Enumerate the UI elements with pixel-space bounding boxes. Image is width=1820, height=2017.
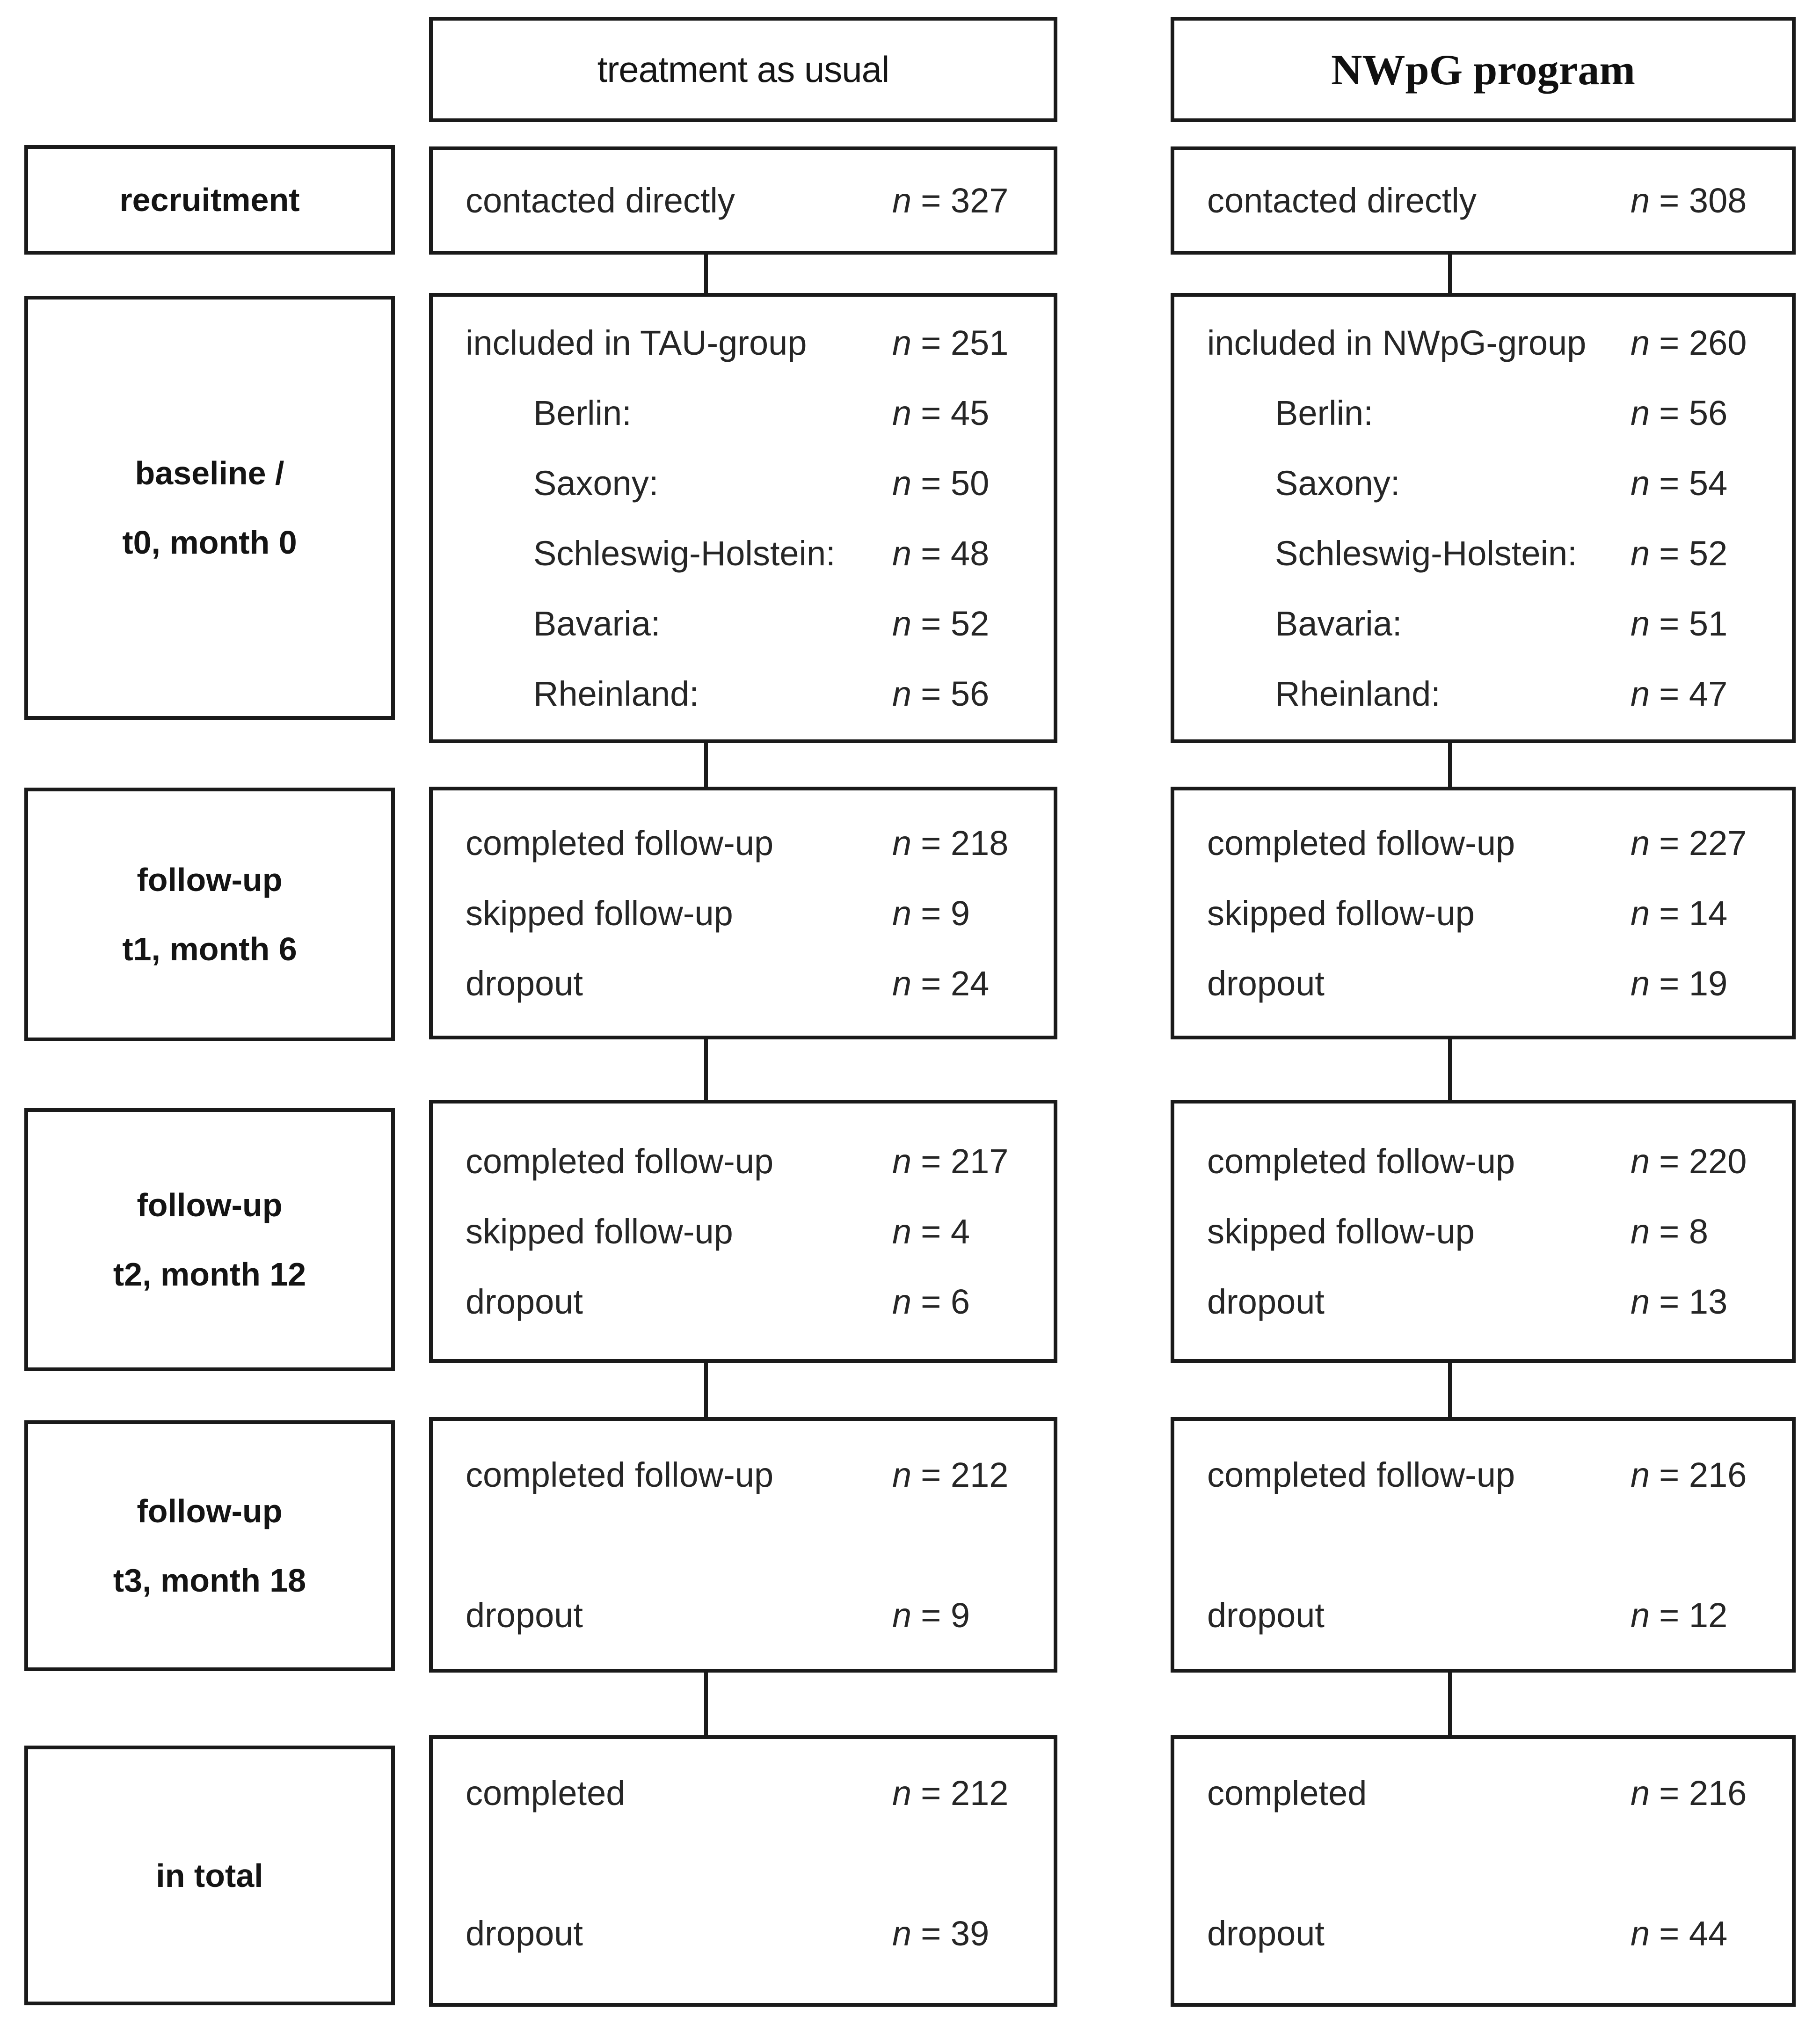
stat-row — [1207, 166, 1771, 236]
stat-n-number: = 24 — [921, 964, 990, 1003]
stage-label-line: t2, month 12 — [113, 1256, 306, 1293]
stat-row — [1207, 658, 1771, 729]
stat-n-number: = 13 — [1659, 1282, 1728, 1321]
stat-n-number: = 44 — [1659, 1914, 1728, 1953]
n-symbol: n — [1631, 604, 1650, 643]
stat-label: dropout — [1207, 1595, 1325, 1635]
n-symbol: n — [1631, 823, 1650, 862]
stat-n-number: = 216 — [1659, 1455, 1747, 1494]
stat-n-number: = 47 — [1659, 674, 1728, 713]
n-symbol: n — [892, 1455, 912, 1494]
stat-row — [1207, 378, 1771, 448]
n-symbol: n — [892, 323, 912, 362]
n-symbol: n — [1631, 1455, 1650, 1494]
n-symbol: n — [892, 604, 912, 643]
stat-n — [1631, 1595, 1771, 1635]
stat-row — [1207, 878, 1771, 948]
stat-row — [1207, 448, 1771, 518]
stat-label: completed follow-up — [466, 823, 774, 862]
connector-line — [704, 1361, 708, 1419]
stat-label: skipped follow-up — [1207, 893, 1475, 933]
stat-n-number: = 12 — [1659, 1595, 1728, 1635]
tau-total-box — [429, 1735, 1057, 2007]
stat-label: dropout — [466, 964, 583, 1003]
n-symbol: n — [1631, 1595, 1650, 1635]
n-symbol: n — [892, 823, 912, 862]
n-symbol: n — [1631, 1141, 1650, 1181]
connector-line — [704, 1038, 708, 1102]
stat-n-number: = 51 — [1659, 604, 1728, 643]
n-symbol: n — [892, 1595, 912, 1635]
stat-label: Rheinland: — [533, 674, 699, 713]
n-symbol: n — [1631, 1282, 1650, 1321]
stat-row — [1207, 1758, 1771, 1828]
stat-n-number: = 212 — [921, 1773, 1009, 1812]
n-symbol: n — [892, 893, 912, 933]
n-symbol: n — [1631, 463, 1650, 503]
stage-label-total — [24, 1746, 395, 2005]
stat-n — [892, 823, 1033, 863]
tau-t3-box — [429, 1417, 1057, 1673]
stat-label: Bavaria: — [1275, 604, 1402, 643]
stat-n — [1631, 674, 1771, 714]
stat-row — [466, 1758, 1033, 1828]
stat-n-number: = 14 — [1659, 893, 1728, 933]
stat-n-number: = 220 — [1659, 1141, 1747, 1181]
stage-label-baseline — [24, 296, 395, 720]
nwpg-t3-box — [1171, 1417, 1796, 1673]
stage-label-line: follow-up — [137, 1493, 283, 1529]
nwpg-baseline-box — [1171, 293, 1796, 743]
nwpg-recruitment-box — [1171, 146, 1796, 255]
stat-row — [466, 1126, 1033, 1196]
n-symbol: n — [1631, 393, 1650, 432]
stat-row — [466, 448, 1033, 518]
stat-row — [1207, 1898, 1771, 1968]
stat-label: Saxony: — [533, 463, 659, 503]
stat-label: Berlin: — [1275, 393, 1373, 432]
n-symbol: n — [892, 393, 912, 432]
nwpg-t2-box — [1171, 1100, 1796, 1363]
stat-row — [466, 878, 1033, 948]
stat-label: included in TAU-group — [466, 323, 807, 362]
stat-n — [1631, 1455, 1771, 1495]
stat-label: completed follow-up — [1207, 1455, 1515, 1494]
stat-n — [892, 1455, 1033, 1495]
stat-row — [466, 1440, 1033, 1510]
stat-label: Schleswig-Holstein: — [533, 533, 836, 573]
stat-label: completed — [1207, 1773, 1367, 1812]
stat-row — [1207, 1580, 1771, 1650]
stat-n — [1631, 1282, 1771, 1322]
stat-row — [466, 588, 1033, 658]
connector-line — [704, 741, 708, 788]
stat-row — [1207, 948, 1771, 1018]
connector-line — [704, 1671, 708, 1737]
stat-row — [466, 1196, 1033, 1266]
stage-label-t3 — [24, 1420, 395, 1671]
stat-row — [466, 1580, 1033, 1650]
stat-n-number: = 4 — [921, 1212, 970, 1251]
stat-row — [466, 658, 1033, 729]
stage-label-line: in total — [156, 1857, 263, 1894]
stat-n-number: = 9 — [921, 1595, 970, 1635]
stat-label: completed follow-up — [466, 1455, 774, 1494]
nwpg-header-title: NWpG program — [1331, 45, 1635, 94]
nwpg-total-box — [1171, 1735, 1796, 2007]
stage-label-line: t3, month 18 — [113, 1562, 306, 1599]
stat-row — [466, 1898, 1033, 1968]
tau-t1-box — [429, 787, 1057, 1039]
n-symbol: n — [1631, 964, 1650, 1003]
stat-n — [1631, 893, 1771, 933]
stat-n-number: = 52 — [921, 604, 990, 643]
n-symbol: n — [892, 1141, 912, 1181]
stat-n — [1631, 533, 1771, 573]
stat-n-number: = 227 — [1659, 823, 1747, 862]
stat-label: contacted directly — [1207, 181, 1477, 220]
n-symbol: n — [892, 1914, 912, 1953]
stat-row — [1207, 1266, 1771, 1337]
tau-header-title: treatment as usual — [597, 49, 889, 90]
stat-row — [466, 378, 1033, 448]
stat-n-number: = 217 — [921, 1141, 1009, 1181]
stat-n — [892, 1282, 1033, 1322]
stat-n — [1631, 463, 1771, 503]
stat-n-number: = 6 — [921, 1282, 970, 1321]
stat-label: completed — [466, 1773, 626, 1812]
stat-n — [892, 393, 1033, 433]
stat-row — [1207, 808, 1771, 878]
stat-n-number: = 216 — [1659, 1773, 1747, 1812]
stat-label: dropout — [1207, 964, 1325, 1003]
stat-label: completed follow-up — [466, 1141, 774, 1181]
n-symbol: n — [892, 964, 912, 1003]
n-symbol: n — [892, 1282, 912, 1321]
stat-n-number: = 218 — [921, 823, 1009, 862]
stat-label: Schleswig-Holstein: — [1275, 533, 1577, 573]
stat-n-number: = 327 — [921, 181, 1009, 220]
stat-label: dropout — [1207, 1914, 1325, 1953]
connector-line — [1448, 1038, 1452, 1102]
stat-row — [466, 948, 1033, 1018]
stat-label: Rheinland: — [1275, 674, 1441, 713]
n-symbol: n — [892, 533, 912, 573]
n-symbol: n — [1631, 533, 1650, 573]
stat-n — [892, 1914, 1033, 1953]
stat-n — [892, 533, 1033, 573]
stat-label: completed follow-up — [1207, 823, 1515, 862]
stat-n — [1631, 1212, 1771, 1251]
n-symbol: n — [1631, 1914, 1650, 1953]
stat-row — [1207, 307, 1771, 378]
stat-label: Berlin: — [533, 393, 632, 432]
stat-label: contacted directly — [466, 181, 735, 220]
stat-row — [466, 808, 1033, 878]
stat-n — [1631, 1141, 1771, 1181]
stat-row — [1207, 588, 1771, 658]
stat-n-number: = 212 — [921, 1455, 1009, 1494]
stat-n — [1631, 181, 1771, 220]
stat-n-number: = 260 — [1659, 323, 1747, 362]
connector-line — [1448, 254, 1452, 295]
stat-row — [1207, 1196, 1771, 1266]
stat-row — [466, 307, 1033, 378]
stat-n — [1631, 393, 1771, 433]
stat-n — [1631, 323, 1771, 363]
stat-label: dropout — [1207, 1282, 1325, 1321]
stat-label: Saxony: — [1275, 463, 1400, 503]
stat-n-number: = 52 — [1659, 533, 1728, 573]
tau-baseline-box — [429, 293, 1057, 743]
n-symbol: n — [892, 463, 912, 503]
stat-n-number: = 308 — [1659, 181, 1747, 220]
stat-n — [892, 463, 1033, 503]
n-symbol: n — [892, 1773, 912, 1812]
stage-label-recruitment — [24, 145, 395, 255]
n-symbol: n — [1631, 1212, 1650, 1251]
n-symbol: n — [1631, 323, 1650, 362]
stage-label-t1 — [24, 788, 395, 1041]
stat-label: completed follow-up — [1207, 1141, 1515, 1181]
stat-n-number: = 56 — [921, 674, 990, 713]
tau-recruitment-box — [429, 146, 1057, 255]
stat-row — [1207, 1126, 1771, 1196]
stat-row — [466, 166, 1033, 236]
stat-n — [892, 604, 1033, 643]
connector-line — [704, 254, 708, 295]
stage-label-line: follow-up — [137, 862, 283, 898]
stage-label-line: t0, month 0 — [122, 524, 297, 561]
nwpg-t1-box — [1171, 787, 1796, 1039]
stat-n — [892, 1595, 1033, 1635]
stat-row — [466, 1266, 1033, 1337]
nwpg-header-box — [1171, 17, 1796, 122]
stat-n — [1631, 964, 1771, 1003]
stat-n — [892, 181, 1033, 220]
stat-label: dropout — [466, 1914, 583, 1953]
n-symbol: n — [892, 1212, 912, 1251]
stat-n — [892, 893, 1033, 933]
stat-n-number: = 8 — [1659, 1212, 1709, 1251]
stat-n-number: = 54 — [1659, 463, 1728, 503]
stat-n-number: = 56 — [1659, 393, 1728, 432]
stat-n-number: = 9 — [921, 893, 970, 933]
stat-n — [892, 674, 1033, 714]
stat-n — [892, 1141, 1033, 1181]
stat-label: skipped follow-up — [466, 1212, 733, 1251]
n-symbol: n — [1631, 181, 1650, 220]
stat-n — [1631, 1773, 1771, 1813]
connector-line — [1448, 1671, 1452, 1737]
stage-label-line: t1, month 6 — [122, 931, 297, 967]
stat-n — [892, 1212, 1033, 1251]
stat-label: skipped follow-up — [466, 893, 733, 933]
stat-n-number: = 48 — [921, 533, 990, 573]
stat-label: dropout — [466, 1282, 583, 1321]
stat-n-number: = 251 — [921, 323, 1009, 362]
connector-line — [1448, 1361, 1452, 1419]
stat-n-number: = 50 — [921, 463, 990, 503]
stat-n-number: = 39 — [921, 1914, 990, 1953]
n-symbol: n — [1631, 674, 1650, 713]
stat-label: dropout — [466, 1595, 583, 1635]
stage-label-t2 — [24, 1108, 395, 1371]
tau-header-box — [429, 17, 1057, 122]
stat-row — [1207, 518, 1771, 588]
connector-line — [1448, 741, 1452, 788]
stat-row — [1207, 1440, 1771, 1510]
n-symbol: n — [1631, 1773, 1650, 1812]
stat-label: skipped follow-up — [1207, 1212, 1475, 1251]
stat-label: Bavaria: — [533, 604, 661, 643]
n-symbol: n — [1631, 893, 1650, 933]
stat-row — [466, 518, 1033, 588]
stage-label-line: baseline / — [135, 455, 284, 491]
stat-n — [892, 323, 1033, 363]
stat-n — [1631, 604, 1771, 643]
tau-t2-box — [429, 1100, 1057, 1363]
stage-label-line: follow-up — [137, 1187, 283, 1223]
stage-label-line: recruitment — [119, 182, 300, 218]
n-symbol: n — [892, 674, 912, 713]
stat-n — [1631, 823, 1771, 863]
stat-n-number: = 19 — [1659, 964, 1728, 1003]
stat-n — [1631, 1914, 1771, 1953]
stat-n — [892, 964, 1033, 1003]
n-symbol: n — [892, 181, 912, 220]
stat-n-number: = 45 — [921, 393, 990, 432]
stat-label: included in NWpG-group — [1207, 323, 1587, 362]
stat-n — [892, 1773, 1033, 1813]
